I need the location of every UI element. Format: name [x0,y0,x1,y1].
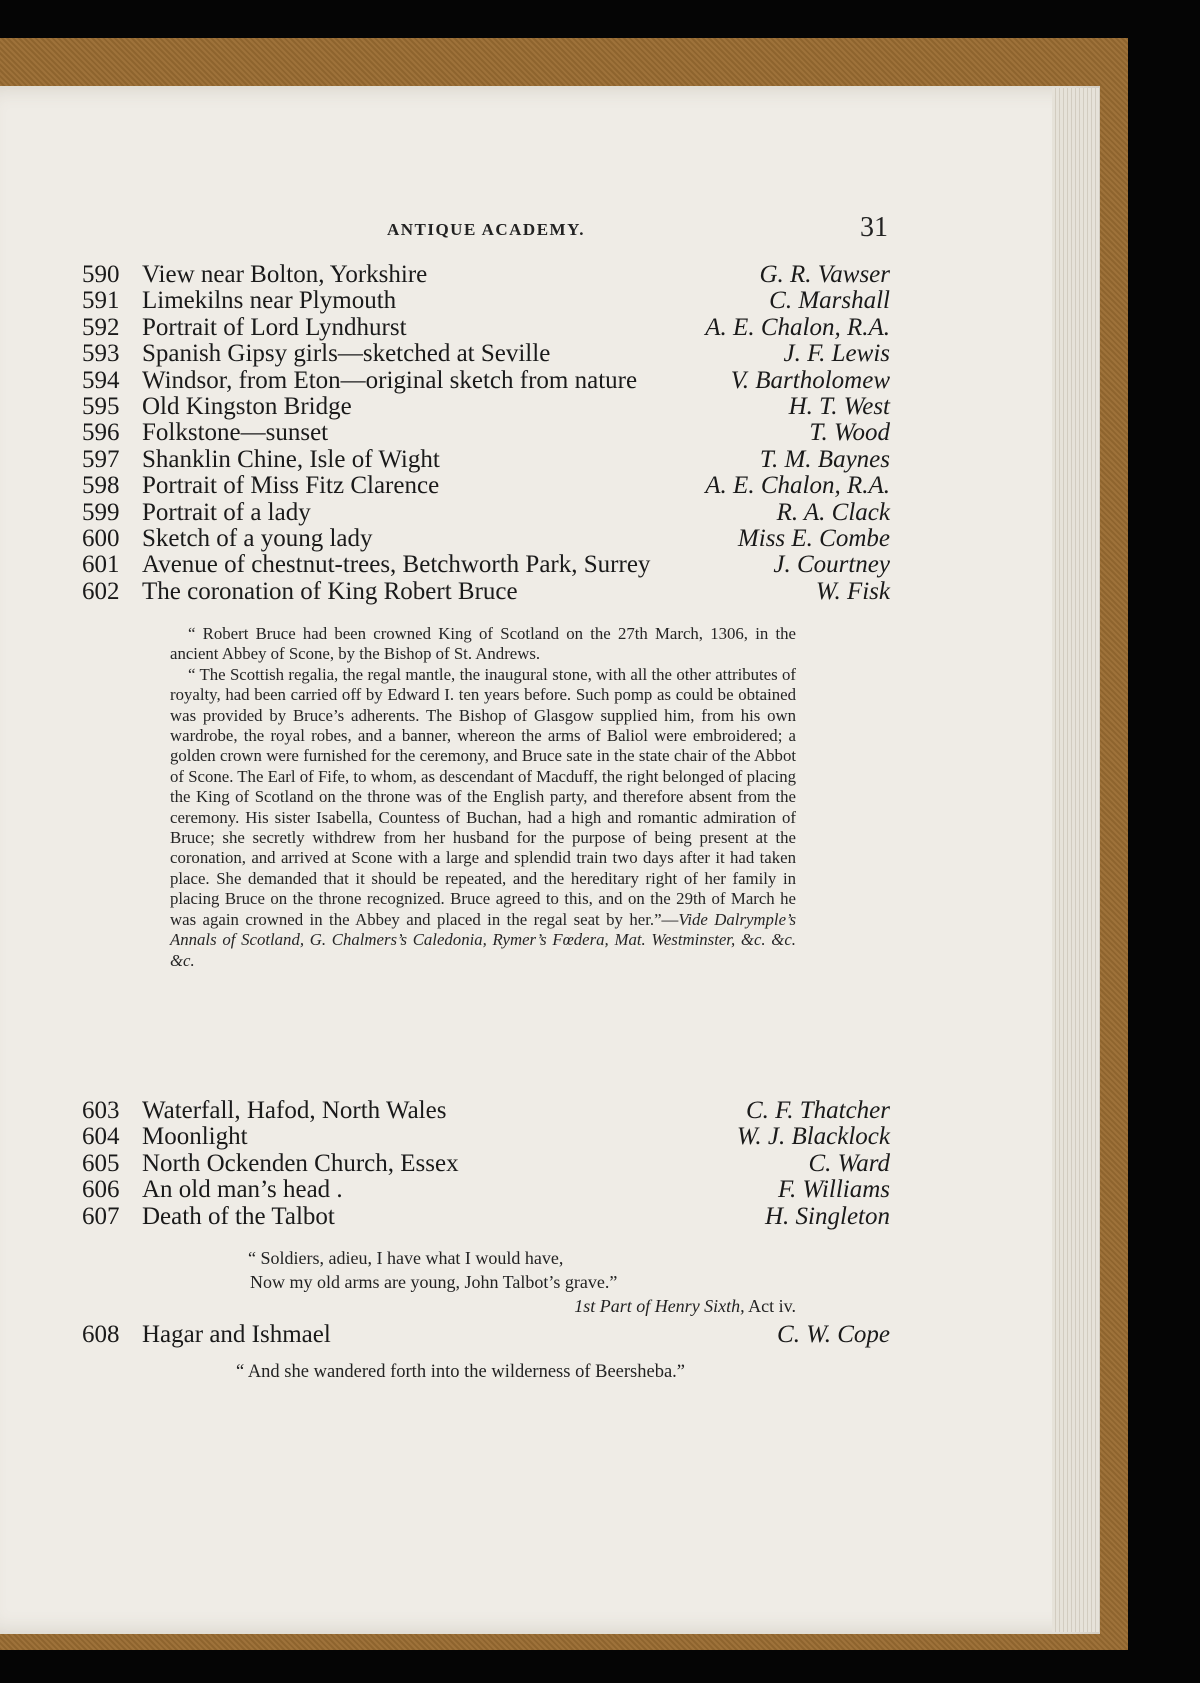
entry-title: Hagar and Ishmael [142,1321,331,1348]
page-header [84,212,888,252]
entry-title: Shanklin Chine, Isle of Wight [142,445,440,473]
catalogue-entry [82,420,890,446]
catalogue-entry [82,315,890,341]
entry-number: 593 [82,340,120,368]
hagar-quote: “ And she wandered forth into the wilderness of Beersheba.” [236,1362,685,1382]
entry-number: 591 [82,287,120,315]
entry-number: 601 [82,551,120,579]
entry-title: Death of the Talbot [142,1202,335,1230]
verse-line: “ Soldiers, adieu, I have what I would have, [248,1248,564,1268]
entry-artist: C. Ward [808,1149,890,1177]
entry-number: 594 [82,366,120,394]
entry-artist: T. Wood [809,419,890,447]
catalogue-entry [82,1177,890,1203]
entry-title: Old Kingston Bridge [142,392,352,420]
entry-number: 604 [82,1123,120,1151]
page-number: 31 [860,212,888,243]
verse-citation-work: 1st Part of Henry Sixth, [574,1296,745,1316]
catalogue-list-a [82,262,890,605]
catalogue-entry [82,552,890,578]
verse-citation [248,1294,808,1318]
entry-number: 605 [82,1149,120,1177]
talbot-verse [248,1246,808,1318]
entry-artist: C. F. Thatcher [746,1097,890,1124]
entry-title: Spanish Gipsy girls—sketched at Seville [142,340,551,368]
catalogue-entry [82,1204,890,1230]
entry-number: 592 [82,313,120,341]
entry-artist: J. Courtney [773,551,890,579]
catalogue-entry [82,473,890,499]
catalogue-entry [82,1098,890,1124]
catalogue-entry [82,1124,890,1150]
catalogue-entry [82,500,890,526]
entry-title: Waterfall, Hafod, North Wales [142,1097,447,1124]
entry-artist: V. Bartholomew [730,366,890,394]
catalogue-list-b [82,1098,890,1230]
catalogue-entry [82,447,890,473]
entry-number: 607 [82,1202,120,1230]
entry-title: Windsor, from Eton—original sketch from nature [142,366,638,394]
entry-artist: H. T. West [788,392,890,420]
entry-title: An old man’s head . [142,1176,343,1204]
entry-title: Folkstone—sunset [142,419,329,447]
entry-artist: J. F. Lewis [783,340,890,368]
entry-number: 595 [82,392,120,420]
entry-number: 597 [82,445,120,473]
verse-line: Now my old arms are young, John Talbot’s grave.” [250,1272,618,1292]
entry-artist: Miss E. Combe [737,524,890,552]
entry-title: View near Bolton, Yorkshire [142,261,428,288]
entry-number: 608 [82,1321,120,1348]
entry-artist: A. E. Chalon, R.A. [705,313,890,341]
entry-artist: R. A. Clack [776,498,890,526]
catalogue-entry [82,368,890,394]
entry-title: Portrait of Lord Lyndhurst [142,313,407,341]
catalogue-list-c [82,1322,890,1348]
verse-citation-act: Act iv. [744,1296,796,1316]
entry-artist: F. Williams [777,1176,890,1204]
entry-title: Portrait of Miss Fitz Clarence [142,472,440,500]
entry-number: 606 [82,1176,120,1204]
entry-number: 603 [82,1097,120,1124]
entry-title: Limekilns near Plymouth [142,287,397,315]
catalogue-entry [82,579,890,605]
entry-title: Portrait of a lady [142,498,311,526]
page-edge [1052,88,1100,1632]
entry-artist: C. Marshall [769,287,890,315]
entry-artist: C. W. Cope [777,1321,890,1348]
note-paragraph: “ Robert Bruce had been crowned King of Scotland on the 27th March, 1306, in the ancient Abbey of Scone, by the Bishop of St. Andrews. [170,624,796,664]
entry-title: Avenue of chestnut-trees, Betchworth Park, Surrey [142,551,651,579]
catalogue-entry [82,394,890,420]
note-paragraph [170,665,796,971]
entry-artist: W. J. Blacklock [736,1123,890,1151]
bruce-note [170,624,796,971]
entry-artist: A. E. Chalon, R.A. [705,472,890,500]
entry-number: 600 [82,524,120,552]
entry-number: 598 [82,472,120,500]
note-citation: Vide Dalrymple’s Annals of Scotland, G. Chalmers’s Caledonia, Rymer’s Fœdera, Mat. Westminster, &c. &c. &c. [170,909,796,970]
entry-artist: T. M. Baynes [759,445,890,473]
catalogue-entry [82,1322,890,1348]
catalogue-entry [82,1151,890,1177]
entry-number: 602 [82,577,120,605]
entry-artist: W. Fisk [815,577,890,605]
entry-title: Moonlight [142,1123,248,1151]
running-head: ANTIQUE ACADEMY. [386,220,586,239]
catalogue-entry [82,341,890,367]
entry-number: 590 [82,261,120,288]
note-text: “ The Scottish regalia, the regal mantle, the inaugural stone, with all the other attributes of royalty, had been carried off by Edward I. ten years before. Such pomp as could be obtained was provided by Bruce’s adherents. The Bishop of Glasgow supplied him, from his own wardrobe, the royal robes, and a banner, whereon the arms of Baliol were embroidered; a golden crown were furnished for the ceremony, and Bruce sate in the state chair of the Abbot of Scone. The Earl of Fife, to whom, as descendant of Macduff, the right belonged of placing the King of Scotland on the throne was of the English party, and therefore absent from the ceremony. His sister Isabella, Countess of Buchan, had a high and romantic admiration of Bruce; she secretly withdrew from her husband for the purpose of being present at the coronation, and arrived at Scone with a large and splendid train two days after it had taken place. She demanded that it should be repeated, and the hereditary right of her family in placing Bruce on the throne recognized. Bruce agreed to this, and on the 29th of March he was again crowned in the Abbey and placed in the regal seat by her.”— [170,664,796,929]
catalogue-entry [82,526,890,552]
catalogue-entry [82,262,890,288]
entry-artist: G. R. Vawser [759,261,890,288]
entry-title: North Ockenden Church, Essex [142,1149,459,1177]
entry-artist: H. Singleton [765,1202,890,1230]
entry-title: Sketch of a young lady [142,524,373,552]
entry-number: 599 [82,498,120,526]
catalogue-entry [82,288,890,314]
entry-number: 596 [82,419,120,447]
entry-title: The coronation of King Robert Bruce [142,577,518,605]
